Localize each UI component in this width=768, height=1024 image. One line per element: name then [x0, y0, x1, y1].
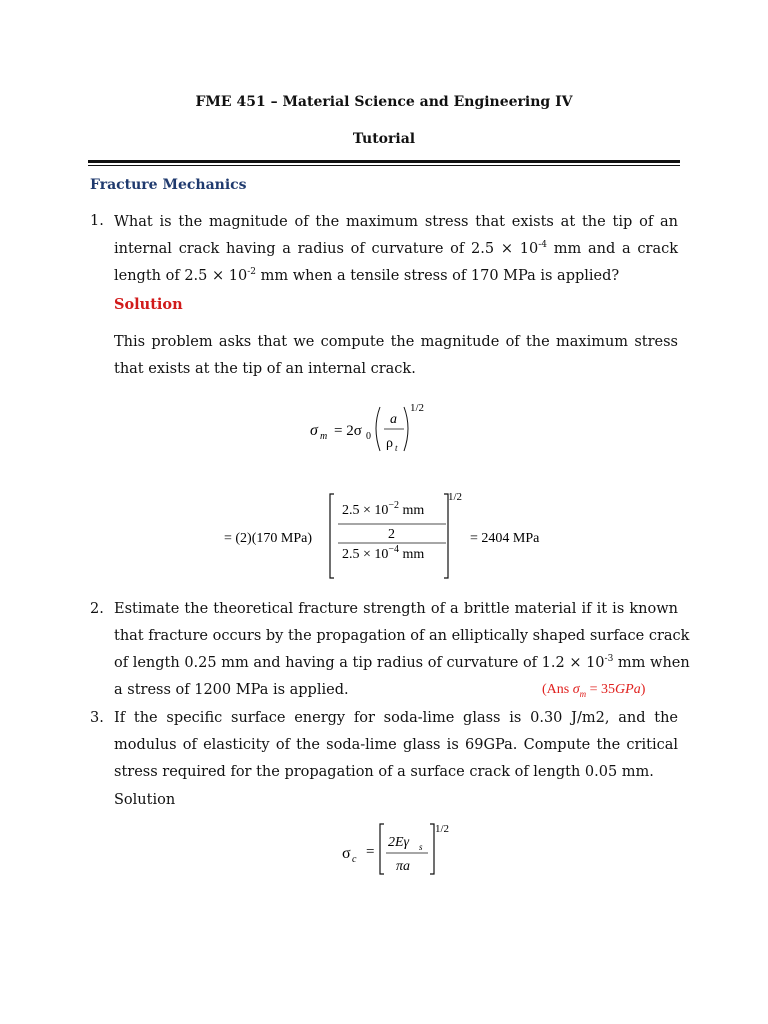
problem-1-line-1: What is the magnitude of the maximum stress that exists at the tip of an: [114, 214, 678, 230]
eq2-mid: 2: [388, 527, 395, 542]
eq1-lhs: σ: [310, 422, 318, 439]
equation-critical-stress: [336, 818, 466, 880]
eq1-lhs-sub: m: [320, 431, 328, 442]
eq3-lhs: σ: [342, 845, 351, 862]
eq1-power: 1/2: [410, 402, 425, 414]
course-title: FME 451 – Material Science and Engineering IV: [195, 94, 573, 110]
eq1-paren-right: [404, 407, 408, 451]
problem-2-line-2: that fracture occurs by the propagation of an elliptically shaped surface crack: [114, 628, 690, 644]
problem-2-number: 2.: [90, 601, 104, 617]
header-rule-thin: [88, 165, 680, 166]
eq2-result: = 2404 MPa: [470, 531, 540, 546]
problem-3-line-1: If the specific surface energy for soda-lime glass is 0.30 J/m2, and the: [114, 710, 678, 726]
eq2-bracket-left: [330, 494, 334, 578]
eq3-numerator: 2Eγ: [388, 835, 410, 850]
problem-3-solution-label: Solution: [114, 792, 176, 808]
eq1-equals: = 2σ: [334, 423, 362, 439]
header-rule-thick: [88, 160, 680, 163]
solution-line-1: This problem asks that we compute the magnitude of the maximum stress: [114, 334, 678, 350]
solution-line-2: that exists at the tip of an internal crack.: [114, 361, 416, 377]
problem-1-line-3: length of $2.5 \times 10^{-2}$ mm when a tensile stress of 170 MPa is applied?: [114, 267, 620, 284]
problem-1-text: [114, 209, 678, 290]
eq2-top: $2.5 \times 10^{-2}$ mm: [342, 500, 425, 518]
problem-1-line-2: internal crack having a radius of curvature of $2.5 \times 10^{-4}$ mm and a crack: [114, 240, 678, 257]
problem-2-answer: (Ans $\sigma_m = 35GPa$): [542, 682, 646, 699]
eq2-bottom: $2.5 \times 10^{-4}$ mm: [342, 544, 425, 562]
eq2-power: 1/2: [448, 491, 463, 503]
eq2-prefix: = (2)(170 MPa): [224, 531, 312, 546]
eq3-bracket-right: [430, 824, 434, 874]
eq3-power: 1/2: [435, 823, 450, 835]
equation-max-stress-substituted: [220, 486, 580, 582]
problem-1-number: 1.: [90, 213, 104, 229]
eq1-numerator: a: [390, 412, 397, 427]
problem-3-text: [114, 705, 678, 786]
eq1-sub0: 0: [366, 431, 371, 442]
problem-3-line-2: modulus of elasticity of the soda-lime glass is 69GPa. Compute the critical: [114, 737, 678, 753]
eq3-equals: =: [366, 844, 375, 860]
eq1-den-sub: t: [395, 443, 398, 453]
problem-2-line-1: Estimate the theoretical fracture strength of a brittle material if it is known: [114, 601, 678, 617]
equation-max-stress: [300, 395, 460, 459]
eq3-denominator: πa: [396, 859, 411, 874]
section-heading: Fracture Mechanics: [90, 177, 247, 193]
problem-2-line-3: of length 0.25 mm and having a tip radius of curvature of $1.2 \times 10^{-3}$ mm when: [114, 654, 690, 671]
problem-1-solution-label: Solution: [114, 296, 183, 313]
problem-1-solution-text: [114, 329, 678, 383]
eq2-bracket-right: [444, 494, 448, 578]
eq3-bracket-left: [380, 824, 384, 874]
problem-3-number: 3.: [90, 710, 104, 726]
document-subtitle: Tutorial: [352, 131, 416, 147]
eq1-denominator: ρ: [386, 436, 393, 451]
problem-3-line-3: stress required for the propagation of a surface crack of length 0.05 mm.: [114, 764, 654, 780]
eq3-lhs-sub: c: [352, 854, 357, 865]
eq3-num-sub: s: [419, 842, 423, 852]
eq1-paren-left: [376, 407, 380, 451]
problem-2-line-4: a stress of 1200 MPa is applied.: [114, 682, 349, 698]
